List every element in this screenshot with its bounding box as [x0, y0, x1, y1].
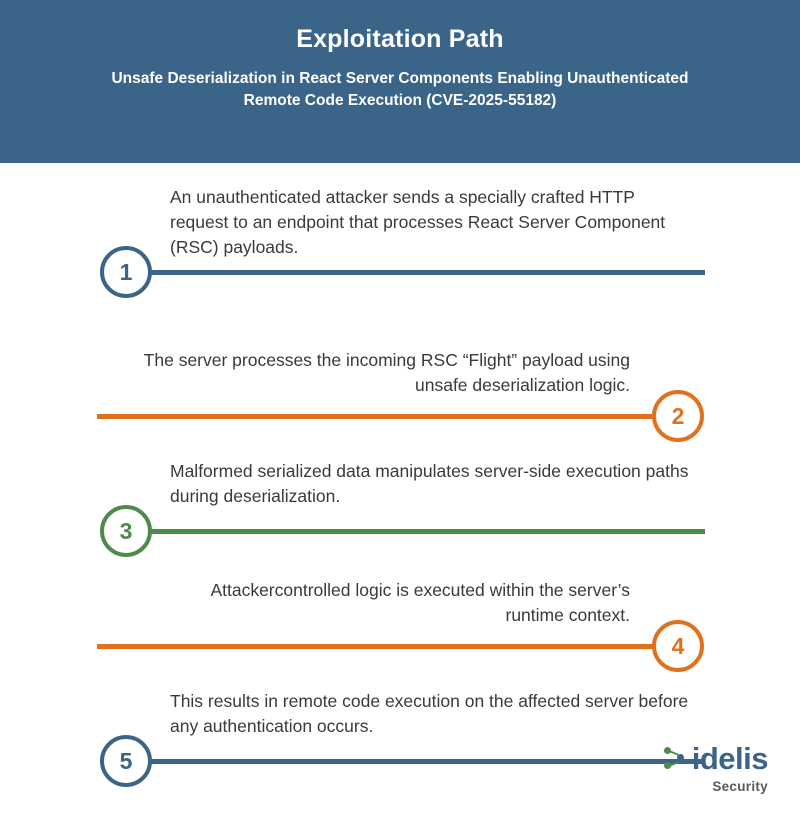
logo-wordmark-text: idelis	[691, 740, 768, 776]
step-2-rule	[97, 414, 692, 419]
fidelis-mark-icon	[664, 743, 690, 773]
page-subtitle: Unsafe Deserialization in React Server Components Enabling Unauthenticated Remote Code Execution (CVE-2025-55182)	[111, 69, 689, 109]
step-2	[0, 307, 800, 429]
step-1	[0, 163, 800, 285]
step-4	[0, 537, 800, 659]
step-3-text: Malformed serialized data manipulates server-side execution paths during deserialization.	[170, 461, 689, 506]
step-5-rule	[104, 759, 705, 764]
step-3-badge: 3	[100, 505, 152, 557]
step-2-badge: 2	[652, 390, 704, 442]
step-4-badge: 4	[652, 620, 704, 672]
step-3-rule	[104, 529, 705, 534]
logo-subtext: Security	[712, 778, 768, 794]
step-1-badge: 1	[100, 246, 152, 298]
step-2-text: The server processes the incoming RSC “Flight” payload using unsafe deserialization logic.	[143, 350, 630, 395]
fidelis-logo	[664, 740, 768, 794]
logo-wordmark-row	[664, 740, 768, 776]
step-1-text: An unauthenticated attacker sends a specially crafted HTTP request to an endpoint that processes React Server Component (RSC) payloads.	[170, 187, 666, 257]
step-5-badge: 5	[100, 735, 152, 787]
step-4-text: Attackercontrolled logic is executed within the server’s runtime context.	[210, 580, 630, 625]
header-banner	[0, 0, 800, 163]
step-4-rule	[97, 644, 692, 649]
page-title: Exploitation Path	[296, 25, 504, 53]
step-5-text: This results in remote code execution on the affected server before any authentication occurs.	[170, 691, 689, 736]
step-1-rule	[104, 270, 705, 275]
step-3	[0, 422, 800, 544]
